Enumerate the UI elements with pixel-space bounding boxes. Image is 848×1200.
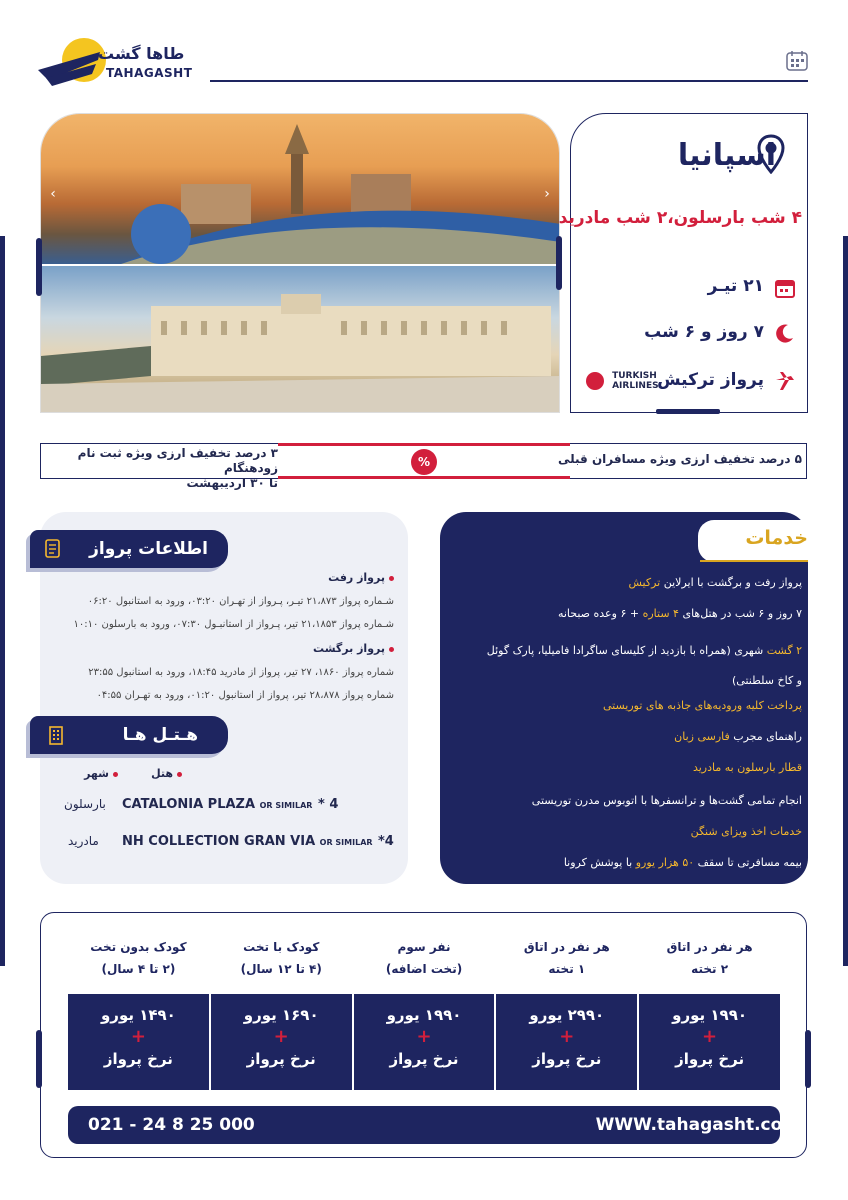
price-column-header: نفر سوم (تخت اضافه)	[385, 940, 463, 976]
turkish-airlines-logo: TURKISH AIRLINES	[586, 370, 659, 391]
price-column-headers	[68, 936, 780, 980]
hotel-row: CATALONIA PLAZA OR SIMILAR	[122, 797, 313, 812]
discount-returning-travelers: ۵ درصد تخفیف ارزی ویژه مسافران قبلی	[557, 452, 802, 466]
percent-badge-icon: %	[411, 449, 437, 475]
service-item: ▤ پرداخت کلیه ورودیه‌های جاذبه های توریستی	[480, 697, 826, 715]
price-column-header: هر نفر در اتاق ۱ تخته	[523, 940, 610, 976]
turkish-airlines-emblem-icon	[586, 372, 604, 390]
hotel-city: بارسلون	[64, 797, 106, 811]
brand-name-fa: طاها گشت	[98, 44, 185, 63]
tour-date: ۲۱ تیـر	[707, 276, 764, 296]
hotels-title: هـتـل هـا	[122, 725, 198, 745]
service-item: ◉ ۲ گشت شهری (همراه با بازدید از کلیسای ساگرادا فامیلیا، پارک گوئل و کاخ سلطنتی)	[480, 636, 826, 696]
service-item: ◆ بیمه مسافرتی تا سقف ۵۰ هزار یورو با پوشش کرونا	[480, 854, 826, 872]
flight-line: شماره پرواز ۲۸،۸۷۸ تیر، پرواز از استانبول ۰۱:۲۰، ورود به تهـران ۰۴:۵۵	[96, 690, 394, 701]
destination-country: اسپانیا	[677, 138, 776, 173]
website-link[interactable]: WWW.tahagasht.com	[595, 1115, 800, 1135]
destination-photo	[40, 113, 560, 413]
flight-info-header	[30, 530, 228, 568]
hotel-stars: *4	[378, 834, 394, 849]
photo-side-tab	[36, 238, 42, 296]
bed-icon: ⌂	[808, 605, 826, 623]
bus-icon: ◉	[808, 636, 826, 654]
barcelona-park-photo	[41, 114, 559, 264]
flight-line: شـماره پرواز ۲۱،۸۷۳ تیـر، پـرواز از تهـران ۰۳:۲۰، ورود به استانبول ۰۶:۲۰	[87, 596, 394, 607]
visa-icon: ▥	[808, 823, 826, 841]
outbound-flights: پرواز رفت شـماره پرواز ۲۱،۸۷۳ تیـر، پـرواز از تهـران ۰۳:۲۰، ورود به استانبول ۰۶:۲۰ شـماره پرواز ۲۱،۱۸۵۳ تیر، پـرواز از استانبـول ۰۷:۳۰، ورود به بارسلون ۱۰:۱۰ پرواز برگشت شماره پرواز ۱۸۶۰، ۲۷ تیر، پرواز از مادرید ۱۸:۴۵، ورود به استانبول ۲۳:۵۵ شماره پرواز ۲۸،۸۷۸ تیر، پرواز از استانبول ۰۱:۲۰، ورود به تهـران ۰۴:۵۵	[54, 571, 394, 701]
price-cell: ۱۹۹۰ یورو + نرخ پرواز	[354, 994, 495, 1090]
calendar-grid-icon	[786, 50, 808, 72]
calendar-icon	[774, 277, 796, 299]
tour-duration: ۷ روز و ۶ شب	[644, 322, 764, 342]
info-card-tab	[656, 409, 720, 414]
plane-icon: ✈	[808, 574, 826, 592]
service-item: ■ انجام تمامی گشت‌ها و ترانسفرها با اتوبوس مدرن توریستی	[480, 792, 826, 810]
prev-arrow-icon[interactable]: ‹	[50, 186, 56, 202]
price-cell: ۲۹۹۰ یورو + نرخ پرواز	[496, 994, 637, 1090]
logo-mark-icon	[38, 34, 108, 92]
right-accent-bar	[843, 236, 848, 966]
service-item: ▥ خدمات اخذ ویزای شنگن	[480, 823, 826, 841]
price-grid	[68, 994, 780, 1090]
phone-number[interactable]: 021 - 24 8 25 000	[88, 1115, 255, 1135]
service-item: ▣ قطار بارسلون به مادرید	[480, 759, 826, 777]
train-icon: ▣	[808, 759, 826, 777]
price-cell: ۱۴۹۰ یورو + نرخ پرواز	[68, 994, 209, 1090]
next-arrow-icon[interactable]: ›	[544, 186, 550, 202]
moon-icon	[774, 322, 796, 344]
guide-icon: ☺	[808, 728, 826, 746]
price-cell: ۱۹۹۰ یورو + نرخ پرواز	[639, 994, 780, 1090]
building-icon	[48, 725, 64, 750]
hotel-stars: * 4	[318, 797, 339, 812]
flight-line: شـماره پرواز ۲۱،۱۸۵۳ تیر، پـرواز از استانبـول ۰۷:۳۰، ورود به بارسلون ۱۰:۱۰	[73, 619, 394, 630]
service-item: ✈ پرواز رفت و برگشت با ایرلاین ترکیش	[480, 574, 826, 592]
hotel-row: NH COLLECTION GRAN VIA OR SIMILAR	[122, 834, 373, 849]
service-item: ⌂ ۷ روز و ۶ شب در هتل‌های ۴ ستاره + ۶ وعده صبحانه	[480, 605, 826, 623]
price-column-header: هر نفر در اتاق ۲ تخته	[666, 940, 753, 976]
tour-airline: پرواز ترکیش	[657, 370, 764, 390]
hotels-header	[30, 716, 228, 754]
price-column-header: کودک با تخت (۴ تا ۱۲ سال)	[240, 940, 322, 976]
price-cell: ۱۶۹۰ یورو + نرخ پرواز	[211, 994, 352, 1090]
document-icon	[44, 539, 62, 564]
coach-icon: ■	[808, 792, 826, 810]
services-title: خدمات	[745, 527, 808, 549]
price-column-header: کودک بدون تخت (۲ تا ۴ سال)	[90, 940, 187, 976]
flight-line: شماره پرواز ۱۸۶۰، ۲۷ تیر، پرواز از مادرید ۱۸:۴۵، ورود به استانبول ۲۳:۵۵	[88, 667, 394, 678]
discount-early-booking: ۳ درصد تخفیف ارزی ویژه ثبت نام زودهنگام تا ۳۰ اردیبهشت	[77, 446, 278, 490]
city-column-header: شهر	[84, 767, 118, 780]
tour-itinerary: ۴ شب بارسلون،۲ شب مادرید	[558, 208, 802, 228]
madrid-palace-photo	[41, 266, 559, 413]
flight-info-title: اطلاعات پرواز	[89, 539, 208, 559]
hotel-column-header: هتل	[151, 767, 182, 780]
header-divider	[210, 80, 808, 82]
hotel-city: مادرید	[68, 834, 99, 848]
service-item: ☺ راهنمای مجرب فارسی زبان	[480, 728, 826, 746]
left-accent-bar	[0, 236, 5, 966]
ticket-icon: ▤	[808, 697, 826, 715]
photo-side-tab	[556, 236, 562, 290]
brand-logo[interactable]	[38, 34, 198, 94]
shield-icon: ◆	[808, 854, 826, 872]
brand-name-en: TAHAGASHT	[106, 66, 193, 80]
airplane-icon	[774, 370, 796, 392]
